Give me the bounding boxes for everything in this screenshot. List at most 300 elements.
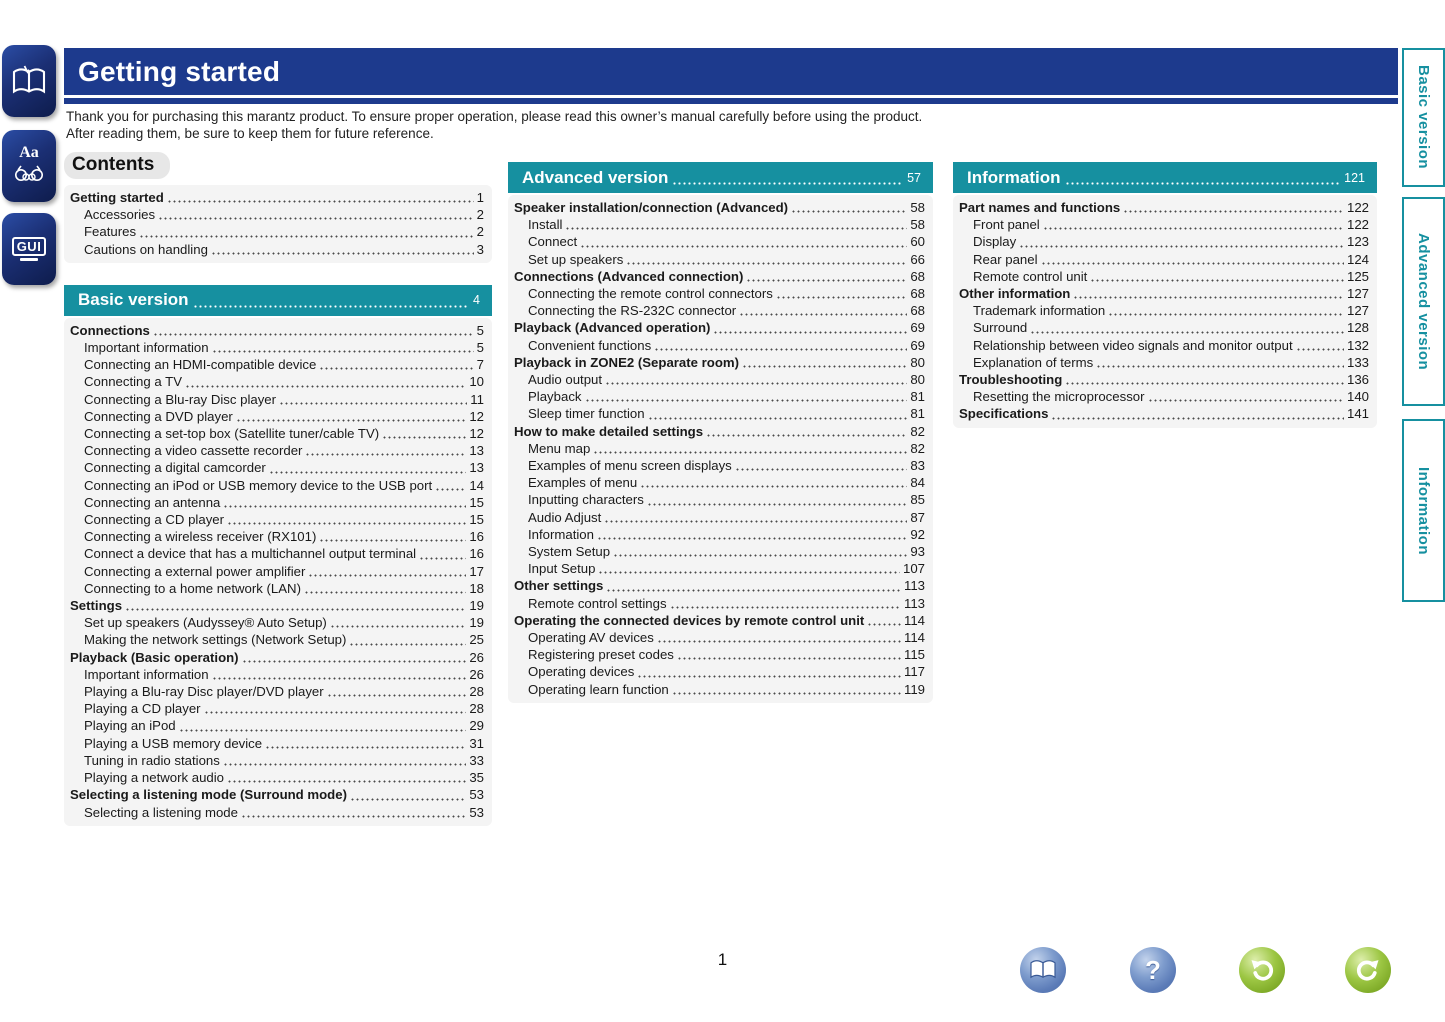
toc-item-page: 28 [469, 684, 484, 700]
toc-item[interactable] [959, 251, 1369, 268]
toc-item-label: Connecting a wireless receiver (RX101) [84, 529, 317, 545]
toc-item-page: 35 [469, 770, 484, 786]
toc-item-label: Connecting a digital camcorder [84, 460, 266, 476]
leader-dots [1296, 346, 1344, 354]
leader-dots [742, 363, 907, 371]
toc-item[interactable] [514, 663, 925, 680]
toc-item-page: 132 [1346, 337, 1369, 353]
leader-dots [227, 778, 466, 786]
toc-item[interactable] [959, 285, 1369, 302]
toc-item-page: 122 [1346, 200, 1369, 215]
toc-item-label: Connecting an antenna [84, 494, 221, 510]
toc-item-label: Troubleshooting [959, 372, 1063, 388]
toc-item[interactable] [70, 373, 484, 390]
gui-icon-stand [20, 258, 38, 261]
toc-item-page: 80 [910, 372, 925, 388]
leader-dots [605, 380, 907, 388]
toc-item-page: 114 [903, 630, 925, 646]
leader-dots [739, 311, 907, 319]
toc-item-page: 26 [469, 649, 484, 665]
toc-item-page: 26 [469, 666, 484, 682]
toc-item-page: 122 [1346, 217, 1369, 233]
toc-item[interactable] [514, 405, 925, 422]
leader-dots [565, 225, 907, 233]
toc-item-label: Connecting a set-top box (Satellite tuner/cable TV) [84, 426, 380, 442]
toc-item[interactable] [70, 528, 484, 545]
toc-item[interactable] [70, 442, 484, 459]
toc-item-label: Inputting characters [528, 492, 644, 508]
toc-item[interactable] [514, 577, 925, 594]
contents-nav-button[interactable] [1020, 947, 1066, 993]
leader-dots [1073, 294, 1344, 302]
toc-item-page: 124 [1346, 251, 1369, 267]
toc-item-label: Features [84, 224, 137, 240]
toc-item-label: Surround [973, 320, 1028, 336]
toc-item[interactable] [514, 491, 925, 508]
toc-item-page: 115 [903, 647, 925, 663]
toc-item[interactable] [959, 319, 1369, 336]
leader-dots [1019, 243, 1344, 251]
toc-item-label: Menu map [528, 440, 591, 456]
toc-item-label: Set up speakers [528, 251, 624, 267]
leader-dots [1108, 311, 1344, 319]
toc-item-label: Connections [70, 322, 150, 338]
toc-item[interactable] [514, 285, 925, 302]
toc-item[interactable] [70, 735, 484, 752]
toc-item-label: Display [973, 234, 1017, 250]
leader-dots [330, 623, 466, 631]
toc-item-label: Important information [84, 340, 209, 356]
toc-item-page: 114 [903, 612, 925, 628]
toc-item-page: 117 [903, 664, 925, 680]
toc-item[interactable] [70, 563, 484, 580]
toc-item-label: Part names and functions [959, 200, 1121, 215]
page-title: Getting started [78, 55, 281, 87]
toc-item-label: Connecting a video cassette recorder [84, 443, 303, 459]
toc-item[interactable] [70, 425, 484, 442]
toc-item-page: 119 [903, 681, 925, 697]
leader-dots [227, 520, 466, 528]
toc-item[interactable] [70, 511, 484, 528]
toc-item-page: 60 [910, 234, 925, 250]
section-header-label: Basic version [78, 290, 189, 310]
toc-item[interactable] [514, 268, 925, 285]
toc-item-label: Tuning in radio stations [84, 752, 220, 768]
leader-dots [613, 552, 907, 560]
toc-item[interactable] [70, 666, 484, 683]
section-header-advanced-version[interactable] [508, 162, 933, 193]
leader-dots [212, 348, 474, 356]
leader-dots [265, 744, 466, 752]
toc-item[interactable] [514, 612, 925, 629]
toc-block-basic-version [64, 318, 492, 826]
leader-dots [125, 606, 466, 614]
toc-item-label: Accessories [84, 207, 156, 223]
leader-dots [791, 208, 907, 216]
toc-item-page: 10 [469, 374, 484, 390]
toc-item[interactable] [70, 580, 484, 597]
toc-item[interactable] [70, 614, 484, 631]
toc-item-page: 81 [910, 389, 925, 405]
section-header-page: 121 [1344, 170, 1365, 185]
toc-item-label: Information [528, 526, 594, 542]
leader-dots [319, 537, 466, 545]
toc-item[interactable] [70, 769, 484, 786]
toc-item-page: 58 [910, 217, 925, 233]
leader-dots [677, 655, 901, 663]
toc-item-label: Playback (Basic operation) [70, 649, 239, 665]
toc-item-page: 7 [476, 357, 484, 373]
toc-item[interactable] [70, 700, 484, 717]
toc-item-page: 11 [470, 391, 484, 407]
toc-item-page: 15 [469, 494, 484, 510]
toc-item-page: 128 [1346, 320, 1369, 336]
section-header-label: Advanced version [522, 167, 669, 187]
toc-item-page: 127 [1346, 286, 1369, 302]
toc-item-page: 127 [1346, 303, 1369, 319]
toc-item[interactable] [514, 509, 925, 526]
toc-item[interactable] [70, 545, 484, 562]
toc-item-label: Connecting the remote control connectors [528, 286, 773, 302]
toc-item-label: Playback [528, 389, 582, 405]
toc-item-label: Connections (Advanced connection) [514, 268, 744, 284]
leader-dots [304, 589, 466, 597]
toc-item[interactable] [514, 319, 925, 336]
toc-item[interactable] [70, 786, 484, 803]
toc-item-page: 136 [1346, 372, 1369, 388]
toc-item-label: Playing an iPod [84, 718, 176, 734]
toc-item-label: Making the network settings (Network Setup) [84, 632, 347, 648]
toc-item[interactable] [514, 474, 925, 491]
toc-item-page: 69 [910, 320, 925, 336]
toc-item[interactable] [514, 388, 925, 405]
toc-item-label: Specifications [959, 406, 1049, 422]
section-header-label: Information [967, 167, 1061, 187]
toc-item[interactable] [70, 322, 484, 339]
toc-item-label: Connecting an iPod or USB memory device to the USB port [84, 477, 433, 493]
toc-item-label: Connecting the RS-232C connector [528, 303, 737, 319]
tab-advanced-version[interactable] [1402, 197, 1445, 406]
section-header-information[interactable] [953, 162, 1377, 193]
toc-item-page: 68 [910, 268, 925, 284]
toc-item[interactable] [959, 216, 1369, 233]
intro-line-1: Thank you for purchasing this marantz product. To ensure proper operation, please read this owner’s manual carefully before using the product. [66, 109, 923, 124]
toc-item-label: Connecting a DVD player [84, 408, 233, 424]
toc-item[interactable] [70, 408, 484, 425]
toc-item-page: 125 [1346, 268, 1369, 284]
toc-item-page: 5 [476, 340, 484, 356]
toc-item-label: Selecting a listening mode [84, 804, 238, 820]
toc-item[interactable] [70, 391, 484, 408]
toc-item[interactable] [959, 302, 1369, 319]
toc-item-page: 29 [469, 718, 484, 734]
toc-item-label: Getting started [70, 190, 164, 205]
toc-item-label: Cautions on handling [84, 241, 208, 257]
title-underline [64, 98, 1398, 104]
toc-item[interactable] [70, 339, 484, 356]
toc-item[interactable] [514, 560, 925, 577]
toc-item[interactable] [70, 683, 484, 700]
leader-dots [1090, 277, 1344, 285]
toc-item-label: Other settings [514, 578, 604, 594]
leader-dots [1051, 415, 1344, 423]
toc-item-page: 82 [910, 440, 925, 456]
toc-item[interactable] [514, 354, 925, 371]
leader-dots [585, 397, 908, 405]
leader-dots [193, 304, 469, 316]
toc-item-label: Sleep timer function [528, 406, 645, 422]
toc-item-page: 1 [476, 190, 484, 205]
toc-item[interactable] [959, 354, 1369, 371]
toc-item-page: 53 [469, 787, 484, 803]
tab-information[interactable] [1402, 419, 1445, 602]
leader-dots [640, 483, 907, 491]
toc-item-page: 68 [910, 286, 925, 302]
toc-item-label: Explanation of terms [973, 354, 1094, 370]
toc-item-page: 15 [469, 512, 484, 528]
open-book-icon [11, 65, 47, 97]
leader-dots [305, 451, 466, 459]
leader-dots [637, 673, 901, 681]
toc-item-label: Install [528, 217, 563, 233]
toc-item-label: Playing a network audio [84, 770, 225, 786]
toc-item[interactable] [514, 251, 925, 268]
toc-item-page: 17 [469, 563, 484, 579]
toc-item-page: 66 [910, 251, 925, 267]
section-header-basic-version[interactable] [64, 285, 492, 316]
toc-item-page: 85 [910, 492, 925, 508]
toc-item-label: Playing a CD player [84, 701, 201, 717]
toc-item[interactable] [70, 189, 484, 206]
toc-item-page: 3 [476, 241, 484, 257]
leader-dots [1123, 208, 1344, 216]
toc-block-advanced-version [508, 195, 933, 703]
toc-item[interactable] [514, 457, 925, 474]
toc-item-label: Connecting a Blu-ray Disc player [84, 391, 277, 407]
tab-basic-version[interactable] [1402, 48, 1445, 187]
toc-item[interactable] [514, 199, 925, 216]
toc-item-page: 107 [902, 561, 925, 577]
toc-item-label: Connect a device that has a multichannel output terminal [84, 546, 417, 562]
toc-item-page: 19 [469, 598, 484, 614]
contents-heading: Contents [64, 152, 170, 179]
toc-item-label: Front panel [973, 217, 1040, 233]
toc-item[interactable] [70, 477, 484, 494]
toc-item-page: 31 [469, 735, 484, 751]
toc-item-page: 87 [910, 509, 925, 525]
toc-item[interactable] [514, 595, 925, 612]
leader-dots [604, 518, 907, 526]
leader-dots [319, 365, 473, 373]
toc-item-label: Remote control unit [973, 268, 1088, 284]
text-search-icon[interactable] [2, 130, 56, 202]
leader-dots [179, 727, 467, 735]
toc-item-label: Playing a USB memory device [84, 735, 263, 751]
toc-item[interactable] [959, 199, 1369, 216]
toc-item[interactable] [514, 233, 925, 250]
toc-item[interactable] [959, 233, 1369, 250]
toc-item-label: System Setup [528, 544, 611, 560]
toc-item-label: Operating the connected devices by remote control unit [514, 612, 865, 628]
leader-dots [606, 587, 901, 595]
toc-item[interactable] [514, 440, 925, 457]
toc-item[interactable] [70, 717, 484, 734]
leader-dots [672, 690, 901, 698]
leader-dots [204, 709, 467, 717]
leader-dots [706, 432, 907, 440]
toc-item-label: Connect [528, 234, 578, 250]
leader-dots [746, 277, 907, 285]
toc-item[interactable] [70, 206, 484, 223]
toc-item[interactable] [70, 631, 484, 648]
leader-dots [185, 383, 466, 391]
back-arrow-icon [1248, 956, 1276, 984]
toc-item-page: 25 [469, 632, 484, 648]
leader-dots [211, 250, 474, 258]
leader-dots [597, 535, 907, 543]
leader-dots [167, 198, 474, 206]
tab-advanced-version-label: Advanced version [1415, 232, 1432, 371]
toc-item-label: Operating devices [528, 664, 635, 680]
leader-dots [223, 761, 466, 769]
toc-item[interactable] [514, 337, 925, 354]
toc-item[interactable] [70, 241, 484, 258]
toc-item[interactable] [959, 268, 1369, 285]
toc-item-label: Remote control settings [528, 595, 667, 611]
toc-item-page: 12 [469, 408, 484, 424]
leader-dots [598, 569, 900, 577]
toc-item[interactable] [70, 649, 484, 666]
toc-item-page: 33 [469, 752, 484, 768]
toc-item[interactable] [70, 223, 484, 240]
toc-item[interactable] [70, 597, 484, 614]
leader-dots [139, 233, 474, 241]
toc-item-label: Speaker installation/connection (Advanced) [514, 200, 789, 215]
toc-item[interactable] [514, 371, 925, 388]
toc-item-label: How to make detailed settings [514, 423, 704, 439]
toc-item-page: 28 [469, 701, 484, 717]
leader-dots [153, 331, 474, 339]
leader-dots [672, 181, 903, 193]
gui-icon[interactable] [2, 213, 56, 285]
toc-item-label: Settings [70, 598, 123, 614]
toc-item-page: 92 [910, 526, 925, 542]
forward-button[interactable] [1345, 947, 1391, 993]
help-button[interactable] [1130, 947, 1176, 993]
toc-item-label: Audio output [528, 372, 603, 388]
leader-dots [269, 469, 467, 477]
toc-item-page: 133 [1346, 354, 1369, 370]
toc-item-page: 14 [469, 477, 484, 493]
toc-item[interactable] [70, 804, 484, 821]
toc-item-label: Connecting a TV [84, 374, 182, 390]
toc-item[interactable] [514, 423, 925, 440]
leader-dots [242, 658, 467, 666]
chapter-title-bar [64, 48, 1398, 95]
leader-dots [1030, 329, 1344, 337]
toc-item[interactable] [959, 405, 1369, 422]
toc-item-label: Important information [84, 666, 209, 682]
leader-dots [648, 415, 908, 423]
toc-item-page: 113 [903, 578, 925, 594]
toc-item-page: 13 [469, 443, 484, 459]
toc-item[interactable] [70, 356, 484, 373]
leader-dots [593, 449, 907, 457]
toc-item[interactable] [514, 681, 925, 698]
toc-item[interactable] [959, 371, 1369, 388]
toc-item-page: 80 [910, 354, 925, 370]
toc-item[interactable] [514, 629, 925, 646]
leader-dots [350, 796, 466, 804]
toc-item[interactable] [70, 459, 484, 476]
leader-dots [349, 641, 466, 649]
toc-item-label: Other information [959, 286, 1071, 302]
toc-item-label: Connecting a CD player [84, 512, 225, 528]
toc-item[interactable] [514, 543, 925, 560]
leader-dots [236, 417, 467, 425]
toc-item-label: Playing a Blu-ray Disc player/DVD player [84, 684, 324, 700]
toc-item[interactable] [959, 388, 1369, 405]
toc-item-page: 5 [476, 322, 484, 338]
leader-dots [867, 621, 901, 629]
question-mark-icon: ? [1145, 954, 1161, 985]
toc-item-page: 19 [469, 615, 484, 631]
leader-dots [713, 329, 907, 337]
toc-item-page: 68 [910, 303, 925, 319]
leader-dots [419, 555, 466, 563]
toc-item-page: 2 [476, 207, 484, 223]
toc-item-page: 123 [1346, 234, 1369, 250]
page-number: 1 [717, 950, 728, 969]
toc-column-advanced [508, 162, 933, 703]
gui-icon-label: GUI [12, 237, 47, 256]
toc-item-page: 16 [469, 546, 484, 562]
leader-dots [1065, 181, 1341, 193]
leader-dots [626, 260, 907, 268]
toc-item-page: 140 [1346, 389, 1369, 405]
toc-item[interactable] [514, 216, 925, 233]
toc-item[interactable] [514, 302, 925, 319]
toc-item-page: 81 [910, 406, 925, 422]
toc-item[interactable] [514, 526, 925, 543]
toc-item-page: 53 [469, 804, 484, 820]
manual-book-icon[interactable] [2, 45, 56, 117]
leader-dots [776, 294, 907, 302]
toc-item-label: Operating learn function [528, 681, 669, 697]
leader-dots [158, 215, 474, 223]
toc-item-page: 113 [903, 595, 925, 611]
toc-item[interactable] [959, 337, 1369, 354]
toc-item-label: Selecting a listening mode (Surround mode) [70, 787, 347, 803]
tab-basic-version-label: Basic version [1415, 65, 1432, 170]
toc-item-page: 69 [910, 337, 925, 353]
intro-line-2: After reading them, be sure to keep them for future reference. [66, 126, 434, 141]
toc-item[interactable] [514, 646, 925, 663]
toc-block-getting-started [64, 185, 492, 263]
toc-item-label: Input Setup [528, 561, 596, 577]
leader-dots [654, 346, 907, 354]
toc-block-information [953, 195, 1377, 428]
toc-item-label: Audio Adjust [528, 509, 602, 525]
toc-column-basic [64, 185, 492, 826]
toc-item-label: Relationship between video signals and monitor output [973, 337, 1293, 353]
toc-item-label: Trademark information [973, 303, 1106, 319]
toc-item[interactable] [70, 752, 484, 769]
text-search-icon-label: Aa [19, 144, 39, 161]
toc-item-label: Playback in ZONE2 (Separate room) [514, 354, 739, 370]
back-button[interactable] [1239, 947, 1285, 993]
toc-item[interactable] [70, 494, 484, 511]
